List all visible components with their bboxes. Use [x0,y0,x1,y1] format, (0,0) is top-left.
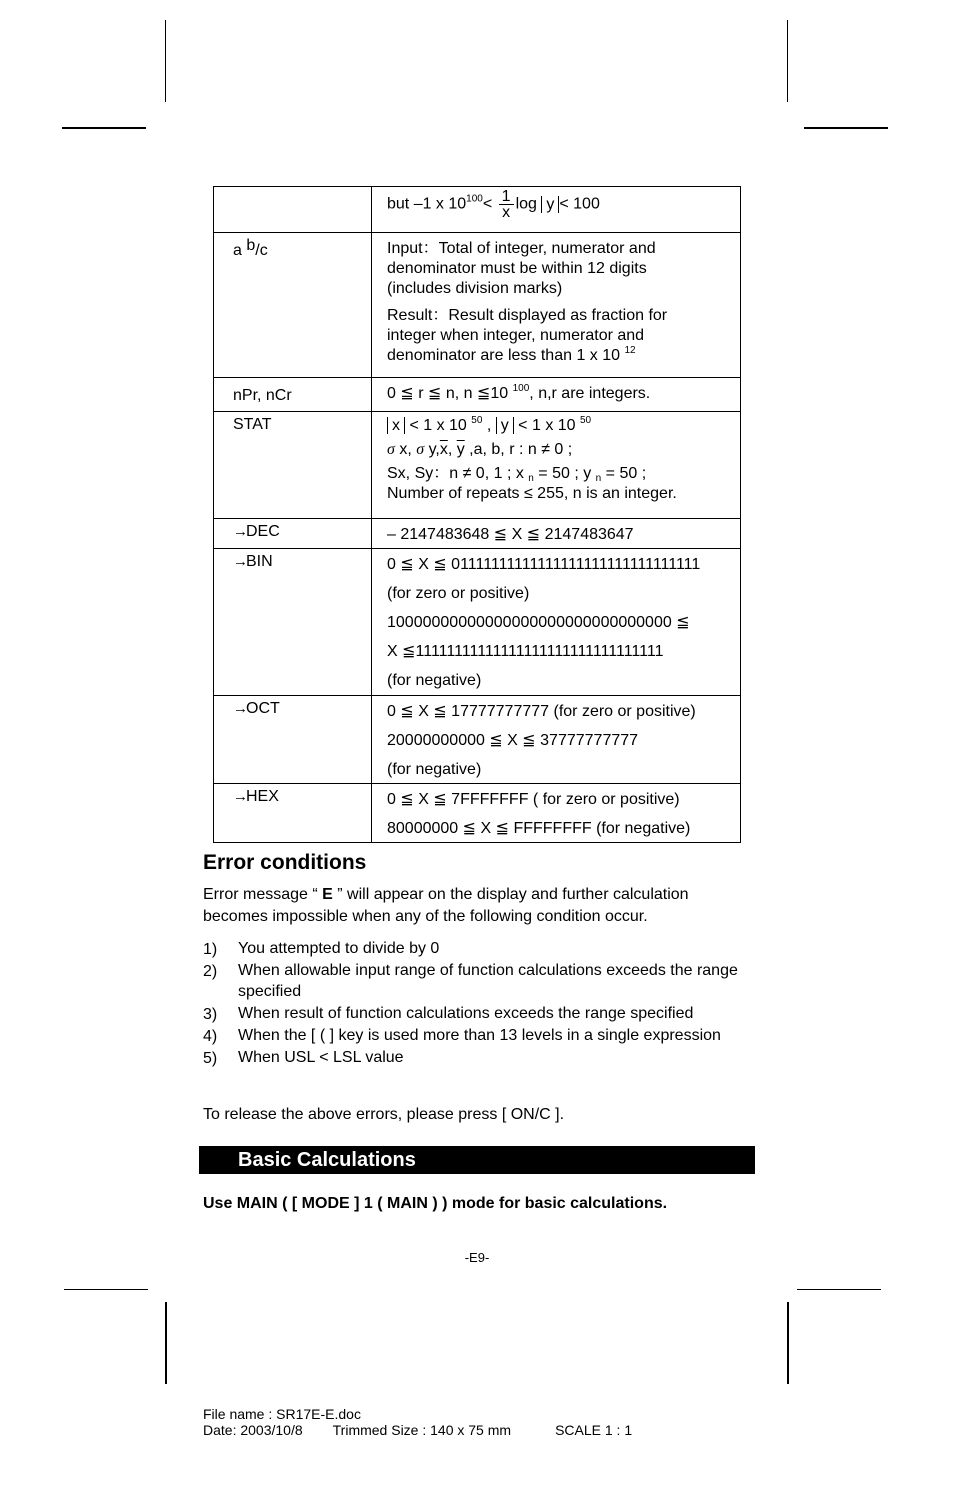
print-footer [203,1406,632,1438]
mode-instruction: Use MAIN ( [ MODE ] 1 ( MAIN ) ) mode for basic calculations. [203,1195,668,1212]
range-cell: 0 ≦ X ≦ 17777777777 (for zero or positive) 20000000000 ≦ X ≦ 37777777777 (for negative) [372,696,741,784]
arrow-right-icon: → [233,700,246,717]
table-row [214,519,741,549]
range-cell: Input：Total of integer, numerator and denominator must be within 12 digits (includes division marks) Result：Result displayed as fraction for integer when integer, numerator and denominator are less than 1 x 10 $^{12}$ [372,233,741,378]
absolute-value: y [541,196,559,213]
list-item: 5) When USL < LSL value [203,1049,404,1067]
list-item: 3) When result of function calculations exceeds the range specified [203,1005,694,1023]
range-cell: 0 ≦ X ≦ 7FFFFFFF ( for zero or positive) 80000000 ≦ X ≦ FFFFFFFF (for negative) [372,784,741,843]
table-row [214,784,741,843]
table-row [214,187,741,233]
range-cell: – 2147483648 ≦ X ≦ 2147483647 [372,519,741,549]
crop-mark [804,127,888,129]
error-release-note: To release the above errors, please press [ ON/C ]. [203,1106,565,1123]
crop-mark [797,1289,881,1290]
footer-trimmed-size: Trimmed Size : 140 x 75 mm [332,1422,512,1438]
page-number: -E9- [464,1250,490,1265]
table-row [214,378,741,412]
section-heading-bar: Basic Calculations [199,1146,755,1174]
crop-mark [165,20,166,102]
list-item: 1) You attempted to divide by 0 [203,940,440,958]
crop-mark [62,127,146,129]
table-row [214,233,741,378]
list-item: 2) When allowable input range of function calculations exceeds the range specified [203,962,738,1000]
error-conditions-list [203,938,755,1069]
fraction: $\frac{1}{x}$ [499,189,514,220]
function-cell: →OCT [214,696,372,784]
list-item: 4) When the [ ( ] key is used more than 13 levels in a single expression [203,1027,721,1045]
error-conditions-heading: Error conditions [203,851,367,874]
function-cell: →HEX [214,784,372,843]
function-cell [214,187,372,233]
range-cell: but –1 x $10^{100}<$ $\frac{1}{x}$ log y < 100 [372,187,741,233]
footer-scale: SCALE 1 : 1 [555,1422,633,1438]
arrow-right-icon: → [233,788,246,805]
error-intro-paragraph: Error message “ E ” will appear on the display and further calculation becomes impossible when any of the following condition occur. [203,886,689,925]
crop-mark [787,20,788,102]
table-row [214,412,741,519]
table-row [214,696,741,784]
function-cell: a $^b$/c [214,233,372,378]
crop-mark [787,1302,789,1384]
function-cell: →DEC [214,519,372,549]
range-cell: x < 1 x 10 $^{50}$ , y < 1 x 10 $^{50}$ σ x, σ $y,\overline{x}$, $\overline{y}$ ,a, b, r : n ≠ 0 ; Sx, Sy：n ≠ 0, 1 ; x $_n$ = 50 ; y $_n$ = 50 ; Number of repeats ≤ 255, n is an integer. [372,412,741,519]
table-row [214,549,741,696]
footer-date: Date: 2003/10/8 [203,1422,303,1438]
function-cell: nPr, nCr [214,378,372,412]
arrow-right-icon: → [233,553,246,570]
input-range-table [213,186,741,843]
range-cell: 0 ≦ X ≦ 01111111111111111111111111111111 (for zero or positive) 10000000000000000000000000000000 ≦ X ≦11111111111111111111111111111111 (for negative) [372,549,741,696]
range-cell: 0 ≦ r ≦ n, n ≦10 $^{100}$, n,r are integers. [372,378,741,412]
function-cell: →BIN [214,549,372,696]
function-cell: STAT [214,412,372,519]
footer-file-name: File name : SR17E-E.doc [203,1406,361,1422]
arrow-right-icon: → [233,523,246,540]
crop-mark [165,1302,167,1384]
crop-mark [64,1289,148,1290]
